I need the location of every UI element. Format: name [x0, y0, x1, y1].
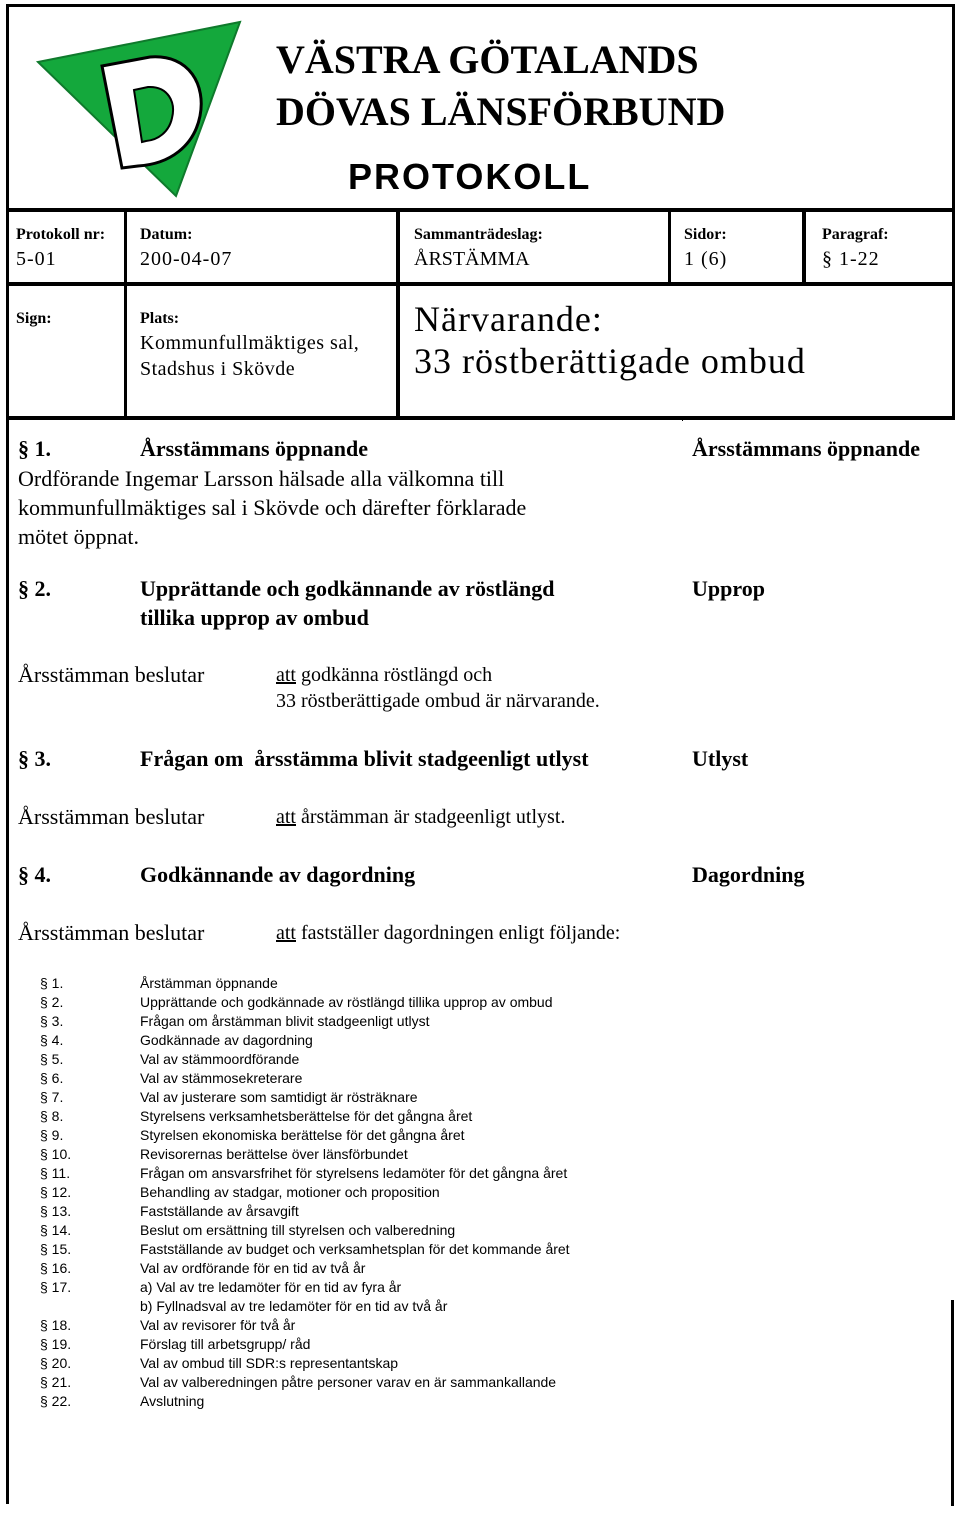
agenda-item-number: § 13.: [40, 1203, 72, 1219]
narvarande-value: 33 röstberättigade ombud: [414, 341, 806, 381]
section-1-body-line2: kommunfullmäktiges sal i Skövde och därefter förklarade: [18, 495, 527, 520]
agenda-item-number: § 4.: [40, 1032, 64, 1048]
section-4-decision-text: fastställer dagordningen enligt följande:: [301, 922, 621, 944]
agenda-item-text: Beslut om ersättning till styrelsen och valberedning: [140, 1222, 456, 1238]
agenda-item-text: Frågan om årstämman blivit stadgeenligt utlyst: [140, 1013, 430, 1029]
paragraf-label: Paragraf:: [822, 226, 889, 243]
sidor-label: Sidor:: [684, 226, 727, 243]
section-2-title-line1: Upprättande och godkännande av röstlängd: [140, 576, 555, 601]
plats-label: Plats:: [140, 310, 180, 327]
agenda-item-text: Val av justerare som samtidigt är rösträknare: [140, 1089, 418, 1105]
agenda-item-text: Behandling av stadgar, motioner och proposition: [140, 1184, 440, 1200]
section-2-decision-line2: 33 röstberättigade ombud är närvarande.: [276, 690, 600, 712]
agenda-item-text: b) Fyllnadsval av tre ledamöter för en tid av två år: [140, 1298, 448, 1314]
logo: [30, 14, 250, 199]
section-2-side-label: Upprop: [692, 576, 765, 601]
frame-top: [6, 4, 955, 7]
agenda-item-number: § 18.: [40, 1317, 72, 1333]
plats-line2: Stadshus i Skövde: [140, 358, 296, 380]
agenda-item-number: § 19.: [40, 1336, 72, 1352]
datum-value: 200-04-07: [140, 248, 233, 270]
org-name-line2: DÖVAS LÄNSFÖRBUND: [276, 89, 726, 134]
divider-2: [396, 208, 400, 420]
agenda-item-number: § 6.: [40, 1070, 64, 1086]
section-4-title: Godkännande av dagordning: [140, 862, 416, 887]
section-3-att: att: [276, 806, 296, 828]
agenda-item-text: Val av stämmosekreterare: [140, 1070, 303, 1086]
section-2-decider: Årsstämman beslutar: [18, 662, 205, 687]
agenda-item-text: Förslag till arbetsgrupp/ råd: [140, 1336, 311, 1352]
frame-left: [6, 4, 9, 1504]
section-4-side-label: Dagordning: [692, 862, 805, 887]
agenda-item-text: a) Val av tre ledamöter för en tid av fyra år: [140, 1279, 402, 1295]
divider-1: [124, 208, 127, 420]
side-column-divider: [682, 420, 683, 421]
section-3-number: § 3.: [18, 746, 51, 771]
agenda-item-number: § 17.: [40, 1279, 72, 1295]
agenda-item-text: Val av ombud till SDR:s representantskap: [140, 1355, 399, 1371]
agenda-item-text: Val av revisorer för två år: [140, 1317, 296, 1333]
section-2-att: att: [276, 664, 296, 686]
narvarande-label: Närvarande:: [414, 299, 603, 339]
section-2-number: § 2.: [18, 576, 51, 601]
agenda-item-text: Avslutning: [140, 1393, 205, 1409]
agenda-item-text: Upprättande och godkännade av röstlängd tillika upprop av ombud: [140, 994, 553, 1010]
agenda-item-number: § 9.: [40, 1127, 64, 1143]
section-3-decider: Årsstämman beslutar: [18, 804, 205, 829]
protokoll-label: Protokoll nr:: [16, 226, 106, 243]
agenda-item-number: § 16.: [40, 1260, 72, 1276]
agenda-item-text: Val av ordförande för en tid av två år: [140, 1260, 366, 1276]
header-bottom-line: [6, 208, 955, 212]
agenda-item-number: § 7.: [40, 1089, 64, 1105]
agenda-item-number: § 21.: [40, 1374, 72, 1390]
logo-triangle-icon: [30, 14, 250, 199]
protokoll-value: 5-01: [16, 248, 57, 270]
agenda-item-number: § 2.: [40, 994, 64, 1010]
section-4-decision: [276, 922, 620, 945]
divider-3: [668, 208, 671, 286]
agenda-item-number: § 11.: [40, 1165, 71, 1181]
section-1-body-line3: mötet öppnat.: [18, 524, 139, 549]
divider-4: [802, 208, 806, 286]
section-1-number: § 1.: [18, 436, 51, 461]
section-4-att: att: [276, 922, 296, 944]
sammantradeslag-label: Sammanträdeslag:: [414, 226, 543, 243]
datum-label: Datum:: [140, 226, 193, 243]
agenda-item-number: § 20.: [40, 1355, 72, 1371]
agenda-item-number: § 14.: [40, 1222, 72, 1238]
paragraf-value: § 1-22: [822, 248, 880, 270]
agenda-item-text: Årstämman öppnande: [140, 975, 278, 991]
plats-line1: Kommunfullmäktiges sal,: [140, 332, 360, 354]
meta-row-line: [6, 282, 955, 286]
section-3-decision: [276, 806, 565, 829]
agenda-item-number: § 12.: [40, 1184, 72, 1200]
agenda-item-number: § 22.: [40, 1393, 72, 1409]
doc-type-title: PROTOKOLL: [348, 156, 592, 197]
agenda-item-text: Val av valberedningen påtre personer varav en är sammankallande: [140, 1374, 557, 1390]
sidor-value: 1 (6): [684, 248, 728, 270]
section-1-body-line1: Ordförande Ingemar Larsson hälsade alla välkomna till: [18, 466, 505, 491]
agenda-item-text: Styrelsens verksamhetsberättelse för det gångna året: [140, 1108, 473, 1124]
org-name-line1: VÄSTRA GÖTALANDS: [276, 37, 699, 82]
frame-right-lower: [951, 1300, 954, 1506]
meta-bottom-line: [6, 416, 955, 420]
agenda-item-text: Styrelsen ekonomiska berättelse för det gångna året: [140, 1127, 465, 1143]
section-2-title-line2: tillika upprop av ombud: [140, 605, 369, 630]
agenda-item-number: § 10.: [40, 1146, 72, 1162]
agenda-item-number: § 15.: [40, 1241, 72, 1257]
section-4-decider: Årsstämman beslutar: [18, 920, 205, 945]
section-3-decision-text: årstämman är stadgeenligt utlyst.: [301, 806, 566, 828]
sign-label: Sign:: [16, 310, 52, 327]
section-4-number: § 4.: [18, 862, 51, 887]
agenda-item-text: Godkännade av dagordning: [140, 1032, 313, 1048]
section-2-decision-line1: [276, 664, 492, 687]
section-1-side-label: Årsstämmans öppnande: [692, 436, 920, 461]
section-3-title: Frågan om årsstämma blivit stadgeenligt utlyst: [140, 746, 589, 771]
agenda-item-number: § 8.: [40, 1108, 64, 1124]
agenda-item-number: § 1.: [40, 975, 64, 991]
agenda-item-number: § 3.: [40, 1013, 64, 1029]
agenda-item-text: Fastställande av årsavgift: [140, 1203, 299, 1219]
agenda-item-text: Val av stämmoordförande: [140, 1051, 300, 1067]
section-2-decision-text1: godkänna röstlängd och: [301, 664, 493, 686]
agenda-item-text: Revisorernas berättelse över länsförbundet: [140, 1146, 408, 1162]
agenda-item-number: § 5.: [40, 1051, 64, 1067]
agenda-item-text: Frågan om ansvarsfrihet för styrelsens ledamöter för det gångna året: [140, 1165, 568, 1181]
sammantradeslag-value: ÅRSTÄMMA: [414, 248, 530, 270]
section-3-side-label: Utlyst: [692, 746, 749, 771]
agenda-item-text: Fastställande av budget och verksamhetsplan för det kommande året: [140, 1241, 570, 1257]
section-1-title: Årsstämmans öppnande: [140, 436, 368, 461]
